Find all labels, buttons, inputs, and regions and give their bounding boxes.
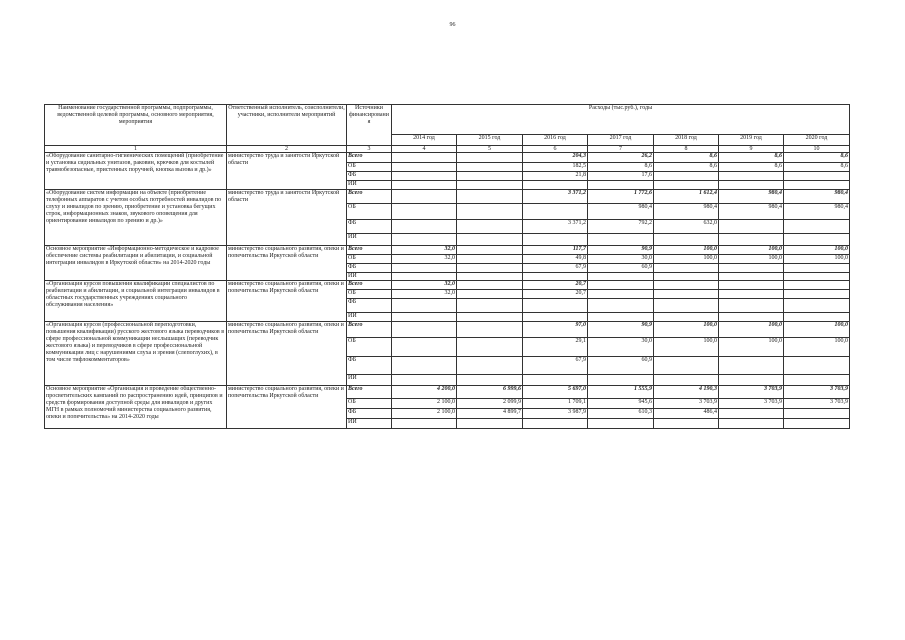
expense-value: 97,0 [523, 322, 588, 338]
table-row [45, 246, 850, 255]
column-number: 8 [654, 146, 719, 153]
funding-source: ОБ [347, 290, 392, 299]
expense-value: 1 772,6 [588, 190, 654, 204]
expense-value: 60,9 [588, 357, 654, 375]
expense-value: 100,0 [719, 322, 784, 338]
expense-value [784, 273, 850, 281]
measure-name: Основное мероприятие «Информационно-методическое и кадровое обеспечение системы реабилитации и абилитации, и социальной интеграции инвалидов в Иркутской области» на 2014-2020 годы [45, 246, 227, 281]
funding-source: ФБ [347, 172, 392, 181]
expense-value [588, 313, 654, 322]
funding-source: ФБ [347, 299, 392, 313]
expense-value [392, 234, 457, 246]
expense-value: 100,0 [784, 338, 850, 357]
expense-value [457, 281, 523, 290]
expense-value [719, 313, 784, 322]
expense-value [523, 419, 588, 429]
column-number: 10 [784, 146, 850, 153]
expense-value: 100,0 [719, 338, 784, 357]
expense-value: 90,9 [588, 246, 654, 255]
executor: министерство социального развития, опеки и попечительства Иркутской области [227, 246, 347, 281]
expense-value [719, 172, 784, 181]
table-row [45, 386, 850, 399]
expense-value: 3 703,9 [784, 399, 850, 409]
expense-value [654, 299, 719, 313]
expense-value [392, 163, 457, 172]
expense-value: 3 703,9 [654, 399, 719, 409]
measure-name: «Организация курсов повышения квалификации специалистов по реабилитации и абилитации, и социальной интеграции инвалидов в областных государственных учреждениях социального обслуживания населения» [45, 281, 227, 322]
expense-value [784, 181, 850, 190]
expense-value [392, 338, 457, 357]
expense-value: 100,0 [654, 338, 719, 357]
column-number: 3 [347, 146, 392, 153]
expense-value [523, 273, 588, 281]
column-number: 4 [392, 146, 457, 153]
expense-value: 67,9 [523, 357, 588, 375]
expense-value [719, 419, 784, 429]
expense-value: 26,2 [588, 153, 654, 163]
expense-value: 980,4 [784, 204, 850, 220]
funding-source: Всего [347, 153, 392, 163]
expense-value: 1 612,4 [654, 190, 719, 204]
expense-value: 8,6 [719, 163, 784, 172]
expense-value: 117,7 [523, 246, 588, 255]
expense-value: 8,6 [784, 163, 850, 172]
expense-value [654, 375, 719, 386]
expense-value: 3 371,2 [523, 220, 588, 234]
expense-value: 30,0 [588, 255, 654, 264]
expense-value [457, 419, 523, 429]
column-number: 1 [45, 146, 227, 153]
expense-value [523, 375, 588, 386]
column-number: 2 [227, 146, 347, 153]
expense-value [588, 281, 654, 290]
expense-value [784, 409, 850, 419]
expense-value [457, 181, 523, 190]
expense-value: 8,6 [719, 153, 784, 163]
expense-value [523, 299, 588, 313]
funding-source: ОБ [347, 163, 392, 172]
expense-value: 3 703,9 [719, 386, 784, 399]
expense-value: 32,0 [392, 255, 457, 264]
expense-value [457, 255, 523, 264]
expense-value [784, 234, 850, 246]
expense-value [392, 181, 457, 190]
expense-value [719, 220, 784, 234]
header-year: 2015 год [457, 135, 523, 146]
expense-value [784, 281, 850, 290]
expense-value: 8,6 [588, 163, 654, 172]
expense-value: 100,0 [719, 246, 784, 255]
expense-value [392, 264, 457, 273]
funding-source: ОБ [347, 399, 392, 409]
expense-value [523, 204, 588, 220]
expense-value: 980,4 [784, 190, 850, 204]
expense-value: 90,9 [588, 322, 654, 338]
expense-value [457, 357, 523, 375]
expense-value: 100,0 [719, 255, 784, 264]
expense-value [719, 181, 784, 190]
funding-source: Всего [347, 322, 392, 338]
expense-value: 100,0 [784, 255, 850, 264]
expense-value: 6 999,6 [457, 386, 523, 399]
expense-value [588, 375, 654, 386]
expense-value [392, 172, 457, 181]
funding-source: ФБ [347, 220, 392, 234]
funding-source: Всего [347, 386, 392, 399]
expense-value: 100,0 [654, 246, 719, 255]
expense-value: 3 703,9 [784, 386, 850, 399]
expense-value: 8,6 [654, 153, 719, 163]
funding-source: ИИ [347, 181, 392, 190]
funding-source: ФБ [347, 409, 392, 419]
expense-value [523, 313, 588, 322]
expense-value [392, 357, 457, 375]
funding-source: ИИ [347, 273, 392, 281]
expense-value: 980,4 [654, 204, 719, 220]
expense-value [784, 264, 850, 273]
expense-value [784, 357, 850, 375]
expense-value [588, 290, 654, 299]
expense-value: 4 899,7 [457, 409, 523, 419]
expense-value [523, 234, 588, 246]
expense-value [392, 322, 457, 338]
table-row [45, 190, 850, 204]
expense-value: 100,0 [784, 246, 850, 255]
expense-value: 8,6 [784, 153, 850, 163]
expense-value [719, 281, 784, 290]
measure-name: «Оборудование систем информации на объекте (приобретение телефонных аппаратов с учетом особых потребностей инвалидов по слуху и инвалидов по зрению, приобретение и установка бегущих строк, информационных знаков, звукового оповещения для ориентирование инвалидов по зрению и др.)» [45, 190, 227, 246]
expense-value: 5 697,0 [523, 386, 588, 399]
measure-name: «Организация курсов (профессиональной переподготовки, повышения квалификации) русского жестового языка переводчиков в сфере профессиональной коммуникации неслышащих (переводчик жестового языка) и переводчиков в сфере профессиональной коммуникации лиц с нарушениями слуха и зрения (слепоглухих), в том числе тифлокомментаторов» [45, 322, 227, 386]
expense-value: 486,4 [654, 409, 719, 419]
expense-value: 182,5 [523, 163, 588, 172]
expense-value: 60,9 [588, 264, 654, 273]
table-row [45, 153, 850, 163]
expense-value [588, 419, 654, 429]
funding-source: ОБ [347, 338, 392, 357]
page-number: 96 [449, 22, 456, 28]
executor: министерство социального развития, опеки и попечительства Иркутской области [227, 281, 347, 322]
expense-value: 100,0 [784, 322, 850, 338]
expense-value [654, 357, 719, 375]
expense-value [392, 190, 457, 204]
expense-value: 30,0 [588, 338, 654, 357]
expense-value: 100,0 [654, 322, 719, 338]
expense-value: 980,4 [588, 204, 654, 220]
executor: министерство труда и занятости Иркутской области [227, 190, 347, 246]
expense-value [457, 264, 523, 273]
column-number: 6 [523, 146, 588, 153]
expense-value [457, 163, 523, 172]
expense-value [457, 172, 523, 181]
expense-value [654, 181, 719, 190]
expense-value: 1 709,1 [523, 399, 588, 409]
expense-value [654, 234, 719, 246]
measure-name: Основное мероприятие «Организация и проведение общественно-просветительских кампаний по распространению идей, принципов и средств формирования доступной среды для инвалидов и других МГН в рамках полномочий министерства социального развития, опеки и попечительства» на 2014-2020 годы [45, 386, 227, 429]
expense-value [457, 246, 523, 255]
expense-value: 3 703,9 [719, 399, 784, 409]
expense-value [719, 264, 784, 273]
column-number: 7 [588, 146, 654, 153]
expense-value: 32,0 [392, 281, 457, 290]
funding-source: ИИ [347, 375, 392, 386]
measure-name: «Оборудование санитарно-гигиенических помещений (приобретение и установка сидильных унитазов, раковин, крючков для костылей травмобезопасные, пристенных поручней, кнопка вызова и др.)» [45, 153, 227, 190]
header-year: 2016 год [523, 135, 588, 146]
expense-value [654, 419, 719, 429]
header-year: 2020 год [784, 135, 850, 146]
expense-value [719, 375, 784, 386]
expense-value [457, 153, 523, 163]
funding-source: ИИ [347, 313, 392, 322]
expense-value [457, 299, 523, 313]
column-number: 5 [457, 146, 523, 153]
expense-value: 3 987,9 [523, 409, 588, 419]
expense-value: 49,8 [523, 255, 588, 264]
funding-source: ОБ [347, 204, 392, 220]
expense-value: 792,2 [588, 220, 654, 234]
expense-value: 3 371,2 [523, 190, 588, 204]
executor: министерство труда и занятости Иркутской области [227, 153, 347, 190]
expense-value: 8,6 [654, 163, 719, 172]
header-year: 2014 год [392, 135, 457, 146]
funding-source: Всего [347, 190, 392, 204]
expense-value [457, 190, 523, 204]
expense-value [784, 172, 850, 181]
expense-value [457, 338, 523, 357]
expense-value: 610,3 [588, 409, 654, 419]
expense-value: 980,4 [719, 190, 784, 204]
expense-value [784, 375, 850, 386]
expense-value: 2 100,0 [392, 399, 457, 409]
expense-value [719, 273, 784, 281]
header-source: Источники финансировани я [347, 105, 392, 146]
expense-value: 945,6 [588, 399, 654, 409]
expense-value [457, 322, 523, 338]
budget-table [44, 104, 850, 429]
expense-value: 100,0 [654, 255, 719, 264]
executor: министерство социального развития, опеки и попечительства Иркутской области [227, 386, 347, 429]
expense-value: 4 200,0 [392, 386, 457, 399]
expense-value [457, 290, 523, 299]
funding-source: ФБ [347, 264, 392, 273]
funding-source: ФБ [347, 357, 392, 375]
expense-value [588, 181, 654, 190]
expense-value [719, 299, 784, 313]
expense-value: 32,0 [392, 246, 457, 255]
funding-source: ИИ [347, 419, 392, 429]
expense-value [784, 290, 850, 299]
header-expenses: Расходы (тыс.руб.), годы [392, 105, 850, 135]
expense-value [588, 234, 654, 246]
expense-value: 29,1 [523, 338, 588, 357]
expense-value [654, 281, 719, 290]
expense-value: 67,9 [523, 264, 588, 273]
header-year: 2018 год [654, 135, 719, 146]
expense-value: 632,0 [654, 220, 719, 234]
expense-value: 1 555,9 [588, 386, 654, 399]
expense-value [392, 375, 457, 386]
expense-value: 32,0 [392, 290, 457, 299]
funding-source: Всего [347, 246, 392, 255]
expense-value [719, 409, 784, 419]
expense-value [457, 220, 523, 234]
expense-value [392, 220, 457, 234]
expense-value: 20,7 [523, 281, 588, 290]
expense-value [457, 273, 523, 281]
expense-value [784, 313, 850, 322]
expense-value [523, 181, 588, 190]
expense-value [457, 375, 523, 386]
expense-value [392, 204, 457, 220]
expense-value: 2 099,9 [457, 399, 523, 409]
expense-value [784, 419, 850, 429]
expense-value [784, 220, 850, 234]
expense-value [719, 357, 784, 375]
expense-value: 204,3 [523, 153, 588, 163]
header-executor: Ответственный исполнитель, соисполнители, участники, исполнители мероприятий [227, 105, 347, 146]
expense-value [654, 264, 719, 273]
expense-value [392, 299, 457, 313]
expense-value [457, 313, 523, 322]
funding-source: ИИ [347, 234, 392, 246]
funding-source: ОБ [347, 255, 392, 264]
expense-value: 17,6 [588, 172, 654, 181]
expense-value [654, 290, 719, 299]
expense-value: 21,8 [523, 172, 588, 181]
header-year: 2017 год [588, 135, 654, 146]
expense-value [654, 313, 719, 322]
expense-value [784, 299, 850, 313]
expense-value [457, 234, 523, 246]
expense-value: 4 190,3 [654, 386, 719, 399]
expense-value: 980,4 [719, 204, 784, 220]
expense-value: 20,7 [523, 290, 588, 299]
table-row [45, 322, 850, 338]
column-number: 9 [719, 146, 784, 153]
header-name: Наименование государственной программы, подпрограммы, ведомственной целевой программы, основного мероприятия, мероприятия [45, 105, 227, 146]
expense-value [654, 172, 719, 181]
expense-value [392, 273, 457, 281]
expense-value [457, 204, 523, 220]
expense-value [588, 299, 654, 313]
expense-value: 2 100,0 [392, 409, 457, 419]
expense-value [719, 290, 784, 299]
expense-value [588, 273, 654, 281]
expense-value [392, 419, 457, 429]
table-row [45, 281, 850, 290]
expense-value [719, 234, 784, 246]
expense-value [392, 313, 457, 322]
expense-value [654, 273, 719, 281]
funding-source: Всего [347, 281, 392, 290]
expense-value [392, 153, 457, 163]
header-year: 2019 год [719, 135, 784, 146]
executor: министерство социального развития, опеки и попечительства Иркутской области [227, 322, 347, 386]
